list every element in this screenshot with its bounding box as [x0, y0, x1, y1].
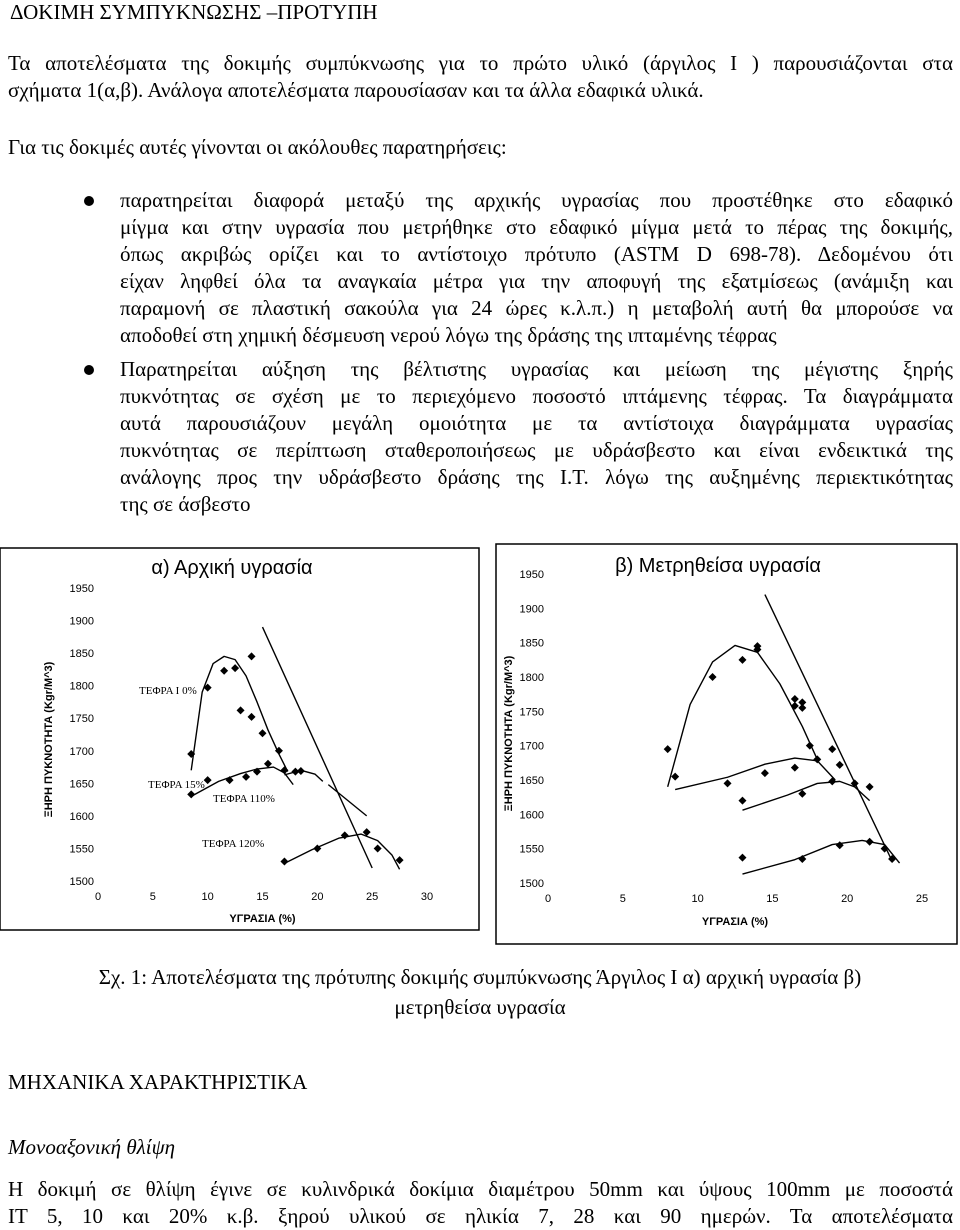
chart-2-x-tick-label: 15	[766, 893, 779, 905]
chart-2-trend-curve	[675, 758, 835, 790]
chart-2-trend-curve	[742, 840, 899, 874]
chart-1-data-point	[248, 652, 256, 660]
chart-1-y-tick-label: 1650	[69, 778, 94, 791]
chart-2-y-axis-label: ΞΗΡΗ ΠΥΚΝΟΤΗΤΑ (Kgr/M^3)	[503, 655, 515, 812]
bullet-2-line: της σε άσβεστο	[120, 492, 251, 516]
section-heading-test: ΔΟΚΙΜΗ ΣΥΜΠΥΚΝΩΣΗΣ –ΠΡΟΤΥΠΗ	[10, 0, 378, 24]
figure-caption-line-2: μετρηθείσα υγρασία	[394, 995, 566, 1019]
chart-2-data-point	[791, 764, 799, 772]
chart-1-y-tick-label: 1750	[69, 713, 94, 726]
chart-2-x-tick-label: 20	[841, 893, 854, 905]
chart-1-annotation: ΤΕΦΡΑ Ι 0%	[139, 685, 197, 697]
section-title-mechanical: ΜΗΧΑΝΙΚΑ ΧΑΡΑΚΤΗΡΙΣΤΙΚΑ	[8, 1070, 308, 1094]
bullet-1-line: όπως ακριβώς ορίζει και το αντίστοιχο πρότυπο (ASTM D 698-78). Δεδομένου ότι	[120, 242, 953, 266]
figure-caption	[30, 962, 930, 1022]
chart-1-title: α) Αρχική υγρασία	[151, 557, 313, 579]
figure-caption-line-1: Σχ. 1: Αποτελέσματα της πρότυπης δοκιμής συμπύκνωσης Άργιλος Ι α) αρχική υγρασία β)	[98, 965, 862, 989]
intro-line-2: σχήματα 1(α,β). Ανάλογα αποτελέσματα παρουσίασαν και τα άλλα εδαφικά υλικά.	[8, 78, 704, 102]
chart-2-data-point	[791, 695, 799, 703]
chart-1-data-point	[204, 776, 212, 784]
chart-2-data-point	[828, 777, 836, 785]
chart-1-y-axis-label: ΞΗΡΗ ΠΥΚΝΟΤΗΤΑ (Kgr/M^3)	[43, 661, 55, 818]
chart-1-data-point	[259, 729, 267, 737]
closing-paragraph	[8, 1176, 953, 1230]
subsection-title-compression: Μονοαξονική θλίψη	[8, 1135, 176, 1159]
chart-2-data-point	[836, 761, 844, 769]
chart-2-y-tick-label: 1900	[519, 603, 544, 616]
chart-1-trend-curve	[191, 656, 288, 771]
chart-1-y-tick-label: 1900	[69, 615, 94, 628]
chart-1-x-tick-label: 15	[256, 891, 269, 903]
chart-2-y-tick-label: 1800	[519, 672, 544, 684]
chart-2-data-point	[664, 745, 672, 753]
chart-1-x-tick-label: 30	[420, 891, 434, 903]
bullet-1-line: αποδοθεί στη χημική δέσμευση νερού λόγω της δράσης της ιπταμένης τέφρας	[120, 323, 777, 347]
chart-2-y-tick-label: 1850	[519, 637, 544, 650]
chart-2-data-point	[738, 797, 746, 805]
chart-2-trend-curve	[742, 781, 869, 810]
chart-2-y-tick-label: 1750	[519, 706, 544, 719]
chart-2-x-tick-label: 25	[915, 893, 929, 905]
chart-2-y-tick-label: 1700	[519, 740, 544, 753]
chart-1-x-tick-label: 10	[201, 891, 214, 903]
chart-1-y-tick-label: 1550	[69, 843, 94, 856]
chart-1-data-point	[280, 766, 288, 774]
closing-line-1: Η δοκιμή σε θλίψη έγινε σε κυλινδρικά δοκίμια διαμέτρου 50mm και ύψους 100mm με ποσοστά	[8, 1177, 953, 1201]
chart-2-data-point	[798, 704, 806, 712]
chart-1-x-tick-label: 0	[94, 891, 102, 903]
chart-2-data-point	[671, 773, 679, 781]
chart-1-data-point	[231, 664, 239, 672]
chart-2-data-point	[724, 779, 732, 787]
chart-2-frame	[496, 544, 957, 944]
chart-2-y-tick-label: 1600	[519, 809, 544, 822]
chart-2-y-tick-label: 1550	[519, 843, 544, 856]
chart-2-x-tick-label: 10	[691, 893, 704, 905]
chart-2-x-tick-label: 0	[544, 893, 552, 905]
chart-2-data-point	[866, 783, 874, 791]
chart-1-y-tick-label: 1950	[69, 583, 94, 595]
chart-2-y-tick-label: 1650	[519, 775, 544, 787]
chart-1-y-tick-label: 1600	[69, 810, 94, 823]
chart-1-x-tick-label: 25	[366, 891, 379, 903]
chart-1-data-point	[264, 760, 272, 768]
bullet-1-line: παρατηρείται διαφορά μεταξύ της αρχικής υγρασίας που προστέθηκε στο εδαφικό	[120, 188, 953, 212]
chart-1-data-point	[242, 773, 250, 781]
chart-2-x-axis-label: ΥΓΡΑΣΙΑ (%)	[701, 916, 769, 928]
bullet-1-line: παραμονή σε πλαστική σακούλα για 24 ώρες κ.λ.π.) η μεταβολή αυτή θα μπορούσε να	[120, 296, 953, 320]
chart-1-y-tick-label: 1700	[69, 745, 94, 758]
chart-1-x-tick-label: 20	[311, 891, 324, 903]
bullet-2-line: Παρατηρείται αύξηση της βέλτιστης υγρασίας και μείωση της μέγιστης ξηρής	[120, 357, 953, 381]
chart-2-data-point	[761, 769, 769, 777]
closing-line-2: ΙΤ 5, 10 και 20% κ.β. ξηρού υλικού σε ηλικία 7, 28 και 90 ημερών. Τα αποτελέσματα	[8, 1204, 953, 1228]
chart-2-y-tick-label: 1950	[519, 569, 544, 581]
chart-1-data-point	[297, 767, 305, 775]
chart-1-data-point	[374, 844, 382, 852]
intro-line-1: Τα αποτελέσματα της δοκιμής συμπύκνωσης για το πρώτο υλικό (άργιλος Ι ) παρουσιάζονται στα	[8, 51, 953, 75]
bullet-2-line: πυκνότητας σε περίπτωση σταθεροποιήσεως με υδράσβεστο και είναι ενδεικτικά της	[120, 438, 953, 462]
chart-1-data-point	[280, 857, 288, 865]
bullet-2-line: αυτά παρουσιάζουν μεγάλη ομοιότητα με τα αντίστοιχα διαγράμματα υγρασίας	[120, 411, 953, 435]
chart-1-y-tick-label: 1800	[69, 680, 94, 693]
chart-1-data-point	[226, 776, 234, 784]
chart-1-data-point	[220, 667, 228, 675]
chart-1-x-axis-label: ΥΓΡΑΣΙΑ (%)	[229, 913, 296, 925]
chart-1-y-tick-label: 1850	[69, 648, 94, 661]
chart-1-x-tick-label: 5	[149, 891, 156, 903]
chart-2-guide-line	[765, 595, 892, 861]
chart-1-annotation: ΤΕΦΡΑ 15%	[148, 779, 205, 791]
chart-2-data-point	[866, 838, 874, 846]
chart-1-guide-line	[328, 785, 366, 816]
chart-2-title: β) Μετρηθείσα υγρασία	[615, 555, 821, 577]
chart-1-data-point	[237, 706, 245, 714]
bullet-2-line: ανάλογης προς την υδράσβεστο δράσης της Ι.Τ. λόγω της αυξημένης περιεκτικότητας	[120, 465, 953, 489]
chart-2-x-tick-label: 5	[619, 893, 626, 905]
chart-2-data-point	[709, 673, 717, 681]
chart-2-data-point	[738, 854, 746, 862]
chart-1-data-point	[248, 713, 256, 721]
chart-1-trend-curve	[284, 834, 399, 869]
bullet-1-line: μίγμα και στην υγρασία που μετρήθηκε στο εδαφικό μίγμα μετά το πέρας της δοκιμής,	[120, 215, 953, 239]
chart-1-annotation: ΤΕΦΡΑ 110%	[213, 793, 275, 805]
chart-2-data-point	[828, 745, 836, 753]
chart-2-data-point	[791, 702, 799, 710]
chart-1-y-tick-label: 1500	[69, 876, 94, 888]
observations-intro: Για τις δοκιμές αυτές γίνονται οι ακόλουθες παρατηρήσεις:	[8, 135, 507, 159]
chart-1-annotation: ΤΕΦΡΑ 120%	[202, 838, 265, 850]
chart-1-data-point	[187, 790, 195, 798]
chart-2-data-point	[813, 755, 821, 763]
chart-2-y-tick-label: 1500	[519, 878, 544, 890]
bullet-1-line: είχαν ληφθεί όλα τα αναγκαία μέτρα για την αποφυγή της εξατμίσεως (ανάμιξη και	[120, 269, 953, 293]
chart-2-data-point	[738, 656, 746, 664]
chart-1-frame	[0, 548, 479, 930]
bullet-2-line: πυκνότητας σε σχέση με το περιεχόμενο ποσοστό ιπτάμενης τέφρας. Τα διαγράμματα	[120, 384, 953, 408]
